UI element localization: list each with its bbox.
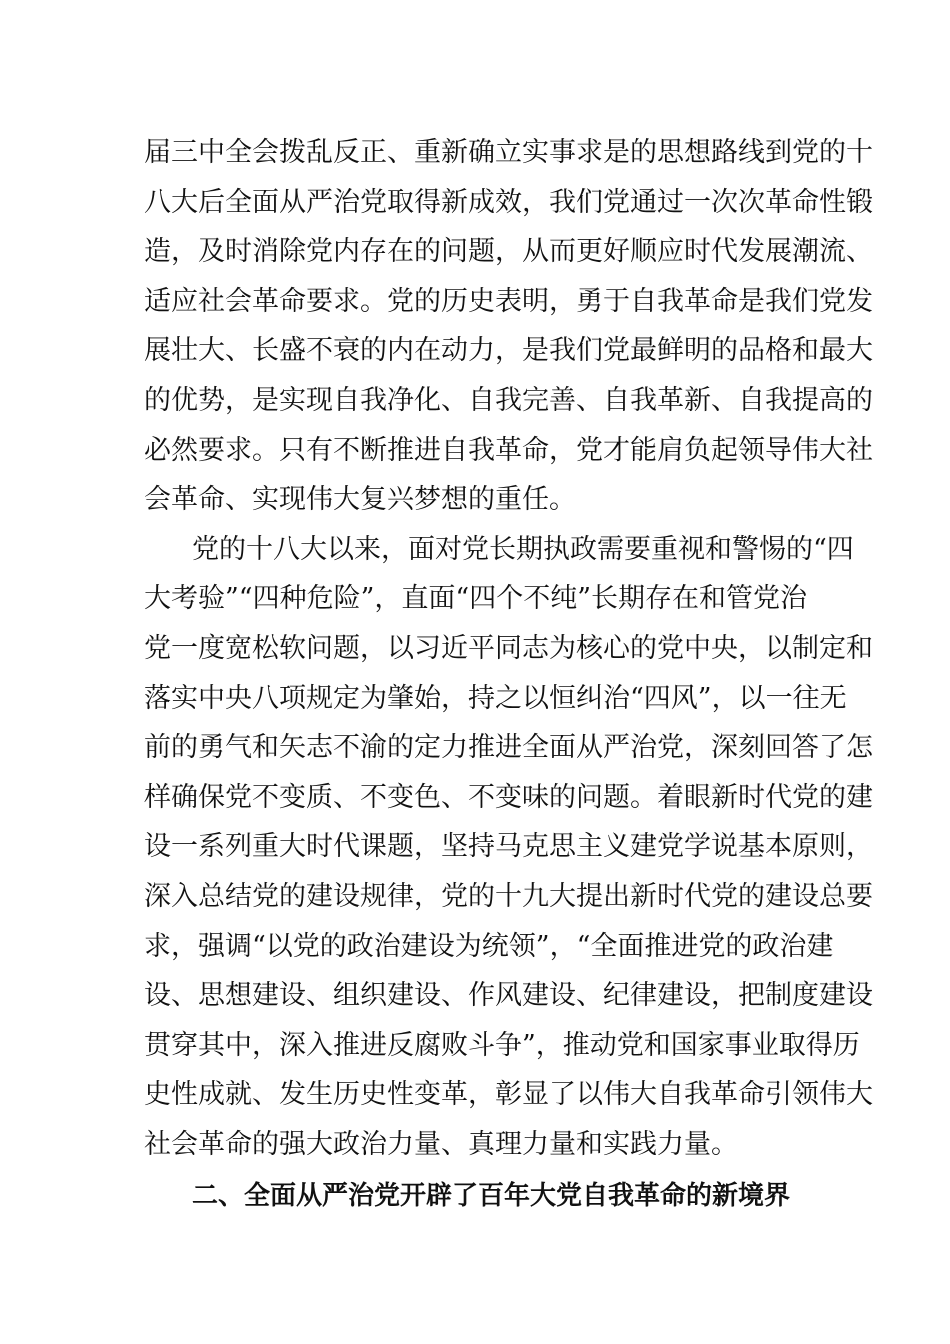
paragraph-line: 前的勇气和矢志不渝的定力推进全面从严治党，深刻回答了怎 <box>144 732 873 764</box>
paragraph-line: 适应社会革命要求。党的历史表明，勇于自我革命是我们党发 <box>144 285 873 317</box>
paragraph-line: 届三中全会拨乱反正、重新确立实事求是的思想路线到党的十 <box>144 137 873 168</box>
body-text <box>144 128 873 1169</box>
paragraph-line: 史性成就、发生历史性变革，彰显了以伟大自我革命引领伟大 <box>144 1079 873 1111</box>
paragraph-line: 党的十八大以来，面对党长期执政需要重视和警惕的“四 <box>192 533 854 565</box>
paragraph-line: 贯穿其中，深入推进反腐败斗争”，推动党和国家事业取得历 <box>144 1029 860 1061</box>
paragraph-line: 求，强调“以党的政治建设为统领”，“全面推进党的政治建 <box>144 930 834 962</box>
paragraph-line: 大考验”“四种危险”，直面“四个不纯”长期存在和管党治 <box>144 583 808 615</box>
section-heading: 二、全面从严治党开辟了百年大党自我革命的新境界 <box>192 1181 791 1211</box>
paragraph-line: 党一度宽松软问题，以习近平同志为核心的党中央，以制定和 <box>144 632 873 664</box>
paragraph-line: 设、思想建设、组织建设、作风建设、纪律建设，把制度建设 <box>144 980 873 1012</box>
paragraph-2 <box>144 525 873 1170</box>
paragraph-line: 社会革命的强大政治力量、真理力量和实践力量。 <box>144 1128 738 1160</box>
paragraph-line: 八大后全面从严治党取得新成效，我们党通过一次次革命性锻 <box>144 186 873 218</box>
paragraph-line: 会革命、实现伟大复兴梦想的重任。 <box>144 484 576 516</box>
paragraph-line: 必然要求。只有不断推进自我革命，党才能肩负起领导伟大社 <box>144 434 873 466</box>
paragraph-line: 深入总结党的建设规律，党的十九大提出新时代党的建设总要 <box>144 880 873 912</box>
paragraph-line: 展壮大、长盛不衰的内在动力，是我们党最鲜明的品格和最大 <box>144 335 873 367</box>
paragraph-line: 样确保党不变质、不变色、不变味的问题。着眼新时代党的建 <box>144 781 873 813</box>
paragraph-line: 造，及时消除党内存在的问题，从而更好顺应时代发展潮流、 <box>144 236 873 268</box>
paragraph-1 <box>144 128 873 525</box>
paragraph-line: 落实中央八项规定为肇始，持之以恒纠治“四风”，以一往无 <box>144 682 847 714</box>
paragraph-line: 的优势，是实现自我净化、自我完善、自我革新、自我提高的 <box>144 384 873 416</box>
paragraph-line: 设一系列重大时代课题，坚持马克思主义建党学说基本原则， <box>144 831 873 863</box>
